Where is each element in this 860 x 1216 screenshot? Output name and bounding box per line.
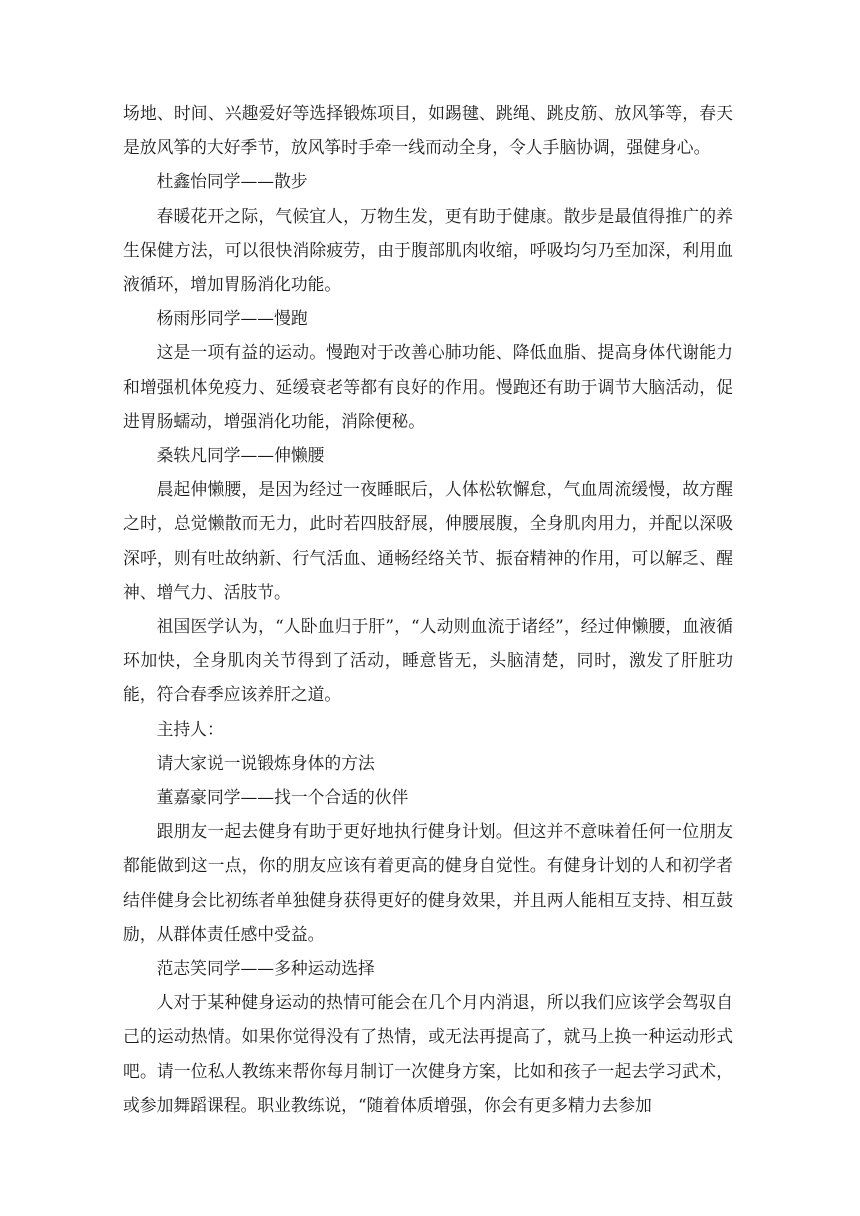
paragraph-walking: 春暖花开之际，气候宜人，万物生发，更有助于健康。散步是最值得推广的养生保健方法，可以很快消除疲劳，由于腹部肌肉收缩，呼吸均匀乃至加深，利用血液循环，增加胃肠消化功能。: [123, 205, 733, 295]
paragraph-partner: 跟朋友一起去健身有助于更好地执行健身计划。但这并不意味着任何一位朋友都能做到这一点，你的朋友应该有着更高的健身自觉性。有健身计划的人和初学者结伴健身会比初练者单独健身获得更好的健身效果，并且两人能相互支持、相互鼓励，从群体责任感中受益。: [123, 821, 733, 944]
host-label: 主持人：: [156, 718, 224, 739]
paragraph-tcm: 祖国医学认为，“人卧血归于肝”，“人动则血流于诸经”，经过伸懒腰，血液循环加快，全身肌肉关节得到了活动，睡意皆无，头脑清楚，同时，激发了肝脏功能，符合春季应该养肝之道。: [123, 616, 733, 705]
paragraph-continuation: 场地、时间、兴趣爱好等选择锻炼项目，如踢毽、跳绳、跳皮筋、放风筝等，春天是放风筝的大好季节，放风筝时手牵一线而动全身，令人手脑协调，强健身心。: [123, 103, 733, 158]
paragraph-jogging: 这是一项有益的运动。慢跑对于改善心肺功能、降低血脂、提高身体代谢能力和增强机体免疫力、延缓衰老等都有良好的作用。慢跑还有助于调节大脑活动，促进胃肠蠕动，增强消化功能，消除便秘。: [123, 342, 733, 431]
host-prompt: 请大家说一说锻炼身体的方法: [156, 752, 375, 773]
paragraph-stretching: 晨起伸懒腰，是因为经过一夜睡眠后，人体松软懈怠，气血周流缓慢，故方醒之时，总觉懒散而无力，此时若四肢舒展，伸腰展腹，全身肌肉用力，并配以深吸深呼，则有吐故纳新、行气活血、通畅经络关节、振奋精神的作用，可以解乏、醒神、增气力、活肢节。: [123, 479, 733, 602]
section-heading-stretching: 桑轶凡同学——伸懒腰: [156, 445, 325, 466]
section-heading-jogging: 杨雨彤同学——慢跑: [156, 308, 308, 329]
section-heading-partner: 董嘉豪同学——找一个合适的伙伴: [156, 787, 409, 808]
section-heading-walking: 杜鑫怡同学——散步: [156, 171, 308, 192]
document-body: [123, 96, 733, 1122]
paragraph-variety: 人对于某种健身运动的热情可能会在几个月内消退，所以我们应该学会驾驭自己的运动热情。如果你觉得没有了热情，或无法再提高了，就马上换一种运动形式吧。请一位私人教练来帮你每月制订一次健身方案，比如和孩子一起去学习武术，或参加舞蹈课程。职业教练说，“随着体质增强，你会有更多精力去参加: [123, 992, 733, 1115]
section-heading-variety: 范志笑同学——多种运动选择: [156, 958, 375, 979]
